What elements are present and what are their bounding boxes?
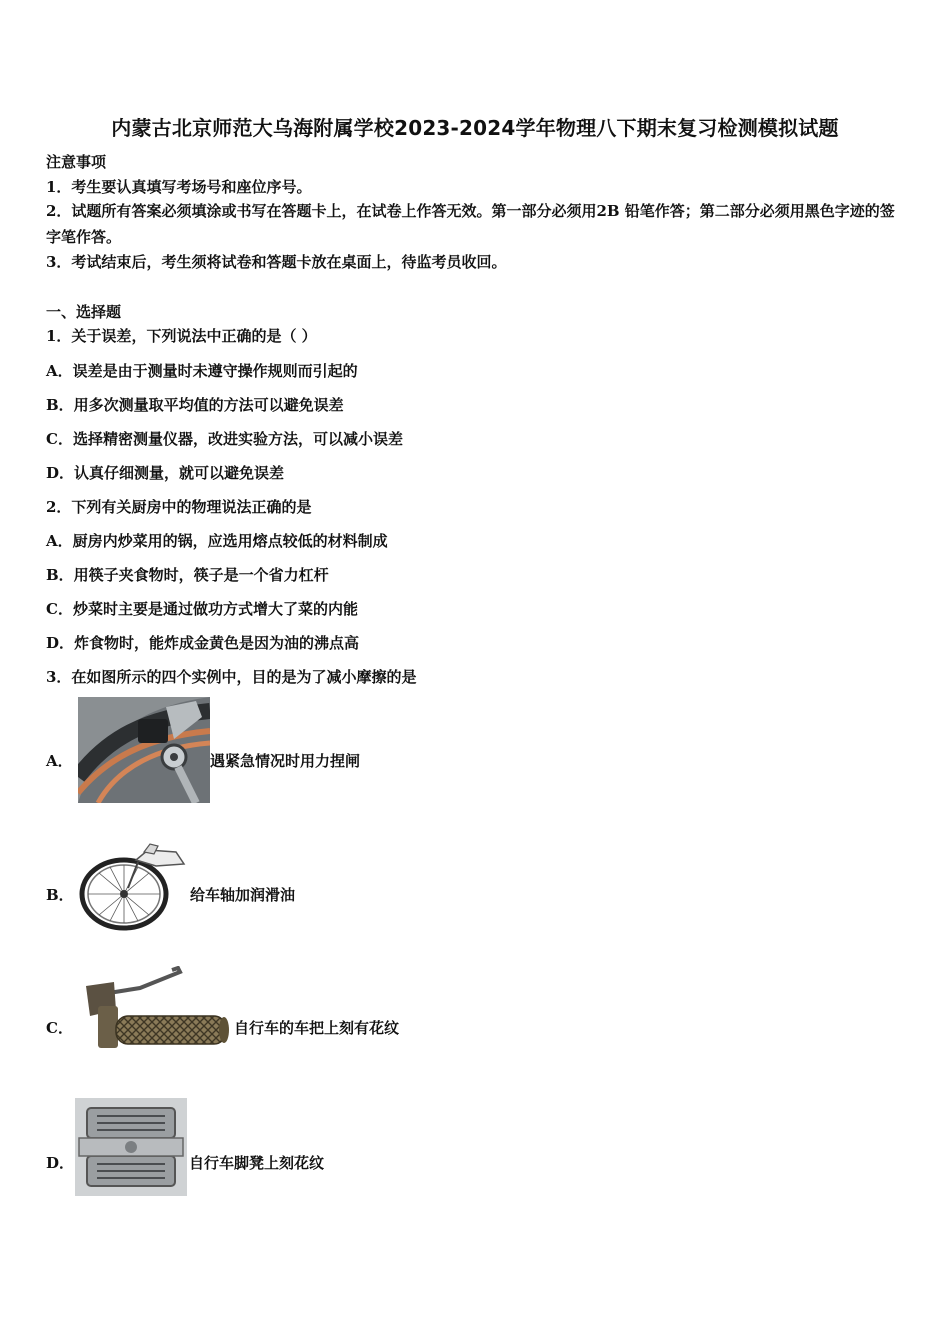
question-1-stem: 1．关于误差，下列说法中正确的是（ ） <box>46 327 317 345</box>
question-3-option-a-text[interactable]: 遇紧急情况时用力捏闸 <box>210 752 361 770</box>
question-3-option-b-label[interactable]: B． <box>46 886 74 904</box>
section-heading: 一、选择题 <box>46 303 122 321</box>
bicycle-wheel-oil-icon <box>76 838 188 934</box>
brake-caliper-icon <box>78 697 210 803</box>
notice-heading: 注意事项 <box>46 153 107 171</box>
notice-item-2: 2．试题所有答案必须填涂或书写在答题卡上，在试卷上作答无效。第一部分必须用2B 铅笔作答；第二部分必须用黑色字迹的签字笔作答。 <box>46 202 895 246</box>
question-2-option-a[interactable]: A．厨房内炒菜用的锅，应选用熔点较低的材料制成 <box>46 532 388 550</box>
question-3-option-d-label[interactable]: D． <box>46 1154 75 1172</box>
page-title: 内蒙古北京师范大乌海附属学校2023-2024学年物理八下期末复习检测模拟试题 <box>111 116 839 140</box>
question-1-option-b[interactable]: B．用多次测量取平均值的方法可以避免误差 <box>46 396 344 414</box>
notice-item-3: 3．考试结束后，考生须将试卷和答题卡放在桌面上，待监考员收回。 <box>46 253 507 271</box>
question-2-stem: 2．下列有关厨房中的物理说法正确的是 <box>46 498 312 516</box>
question-3-option-c-text[interactable]: 自行车的车把上刻有花纹 <box>234 1019 400 1037</box>
question-2-option-c[interactable]: C．炒菜时主要是通过做功方式增大了菜的内能 <box>46 600 358 618</box>
question-3-option-a-label[interactable]: A． <box>46 752 73 770</box>
question-3-option-d-text[interactable]: 自行车脚凳上刻花纹 <box>189 1154 325 1172</box>
question-3-option-b-text[interactable]: 给车轴加润滑油 <box>190 886 296 904</box>
question-3-option-c-label[interactable]: C． <box>46 1019 73 1037</box>
question-1-option-a[interactable]: A．误差是由于测量时未遵守操作规则而引起的 <box>46 362 358 380</box>
question-2-option-d[interactable]: D．炸食物时，能炸成金黄色是因为油的沸点高 <box>46 634 360 652</box>
question-1-option-d[interactable]: D．认真仔细测量，就可以避免误差 <box>46 464 285 482</box>
pedal-icon <box>75 1098 187 1196</box>
question-2-option-b[interactable]: B．用筷子夹食物时，筷子是一个省力杠杆 <box>46 566 329 584</box>
notice-item-1: 1．考生要认真填写考场号和座位序号。 <box>46 178 312 196</box>
question-1-option-c[interactable]: C．选择精密测量仪器，改进实验方法，可以减小误差 <box>46 430 403 448</box>
question-3-stem: 3．在如图所示的四个实例中，目的是为了减小摩擦的是 <box>46 668 417 686</box>
handlebar-grip-icon <box>80 966 230 1056</box>
